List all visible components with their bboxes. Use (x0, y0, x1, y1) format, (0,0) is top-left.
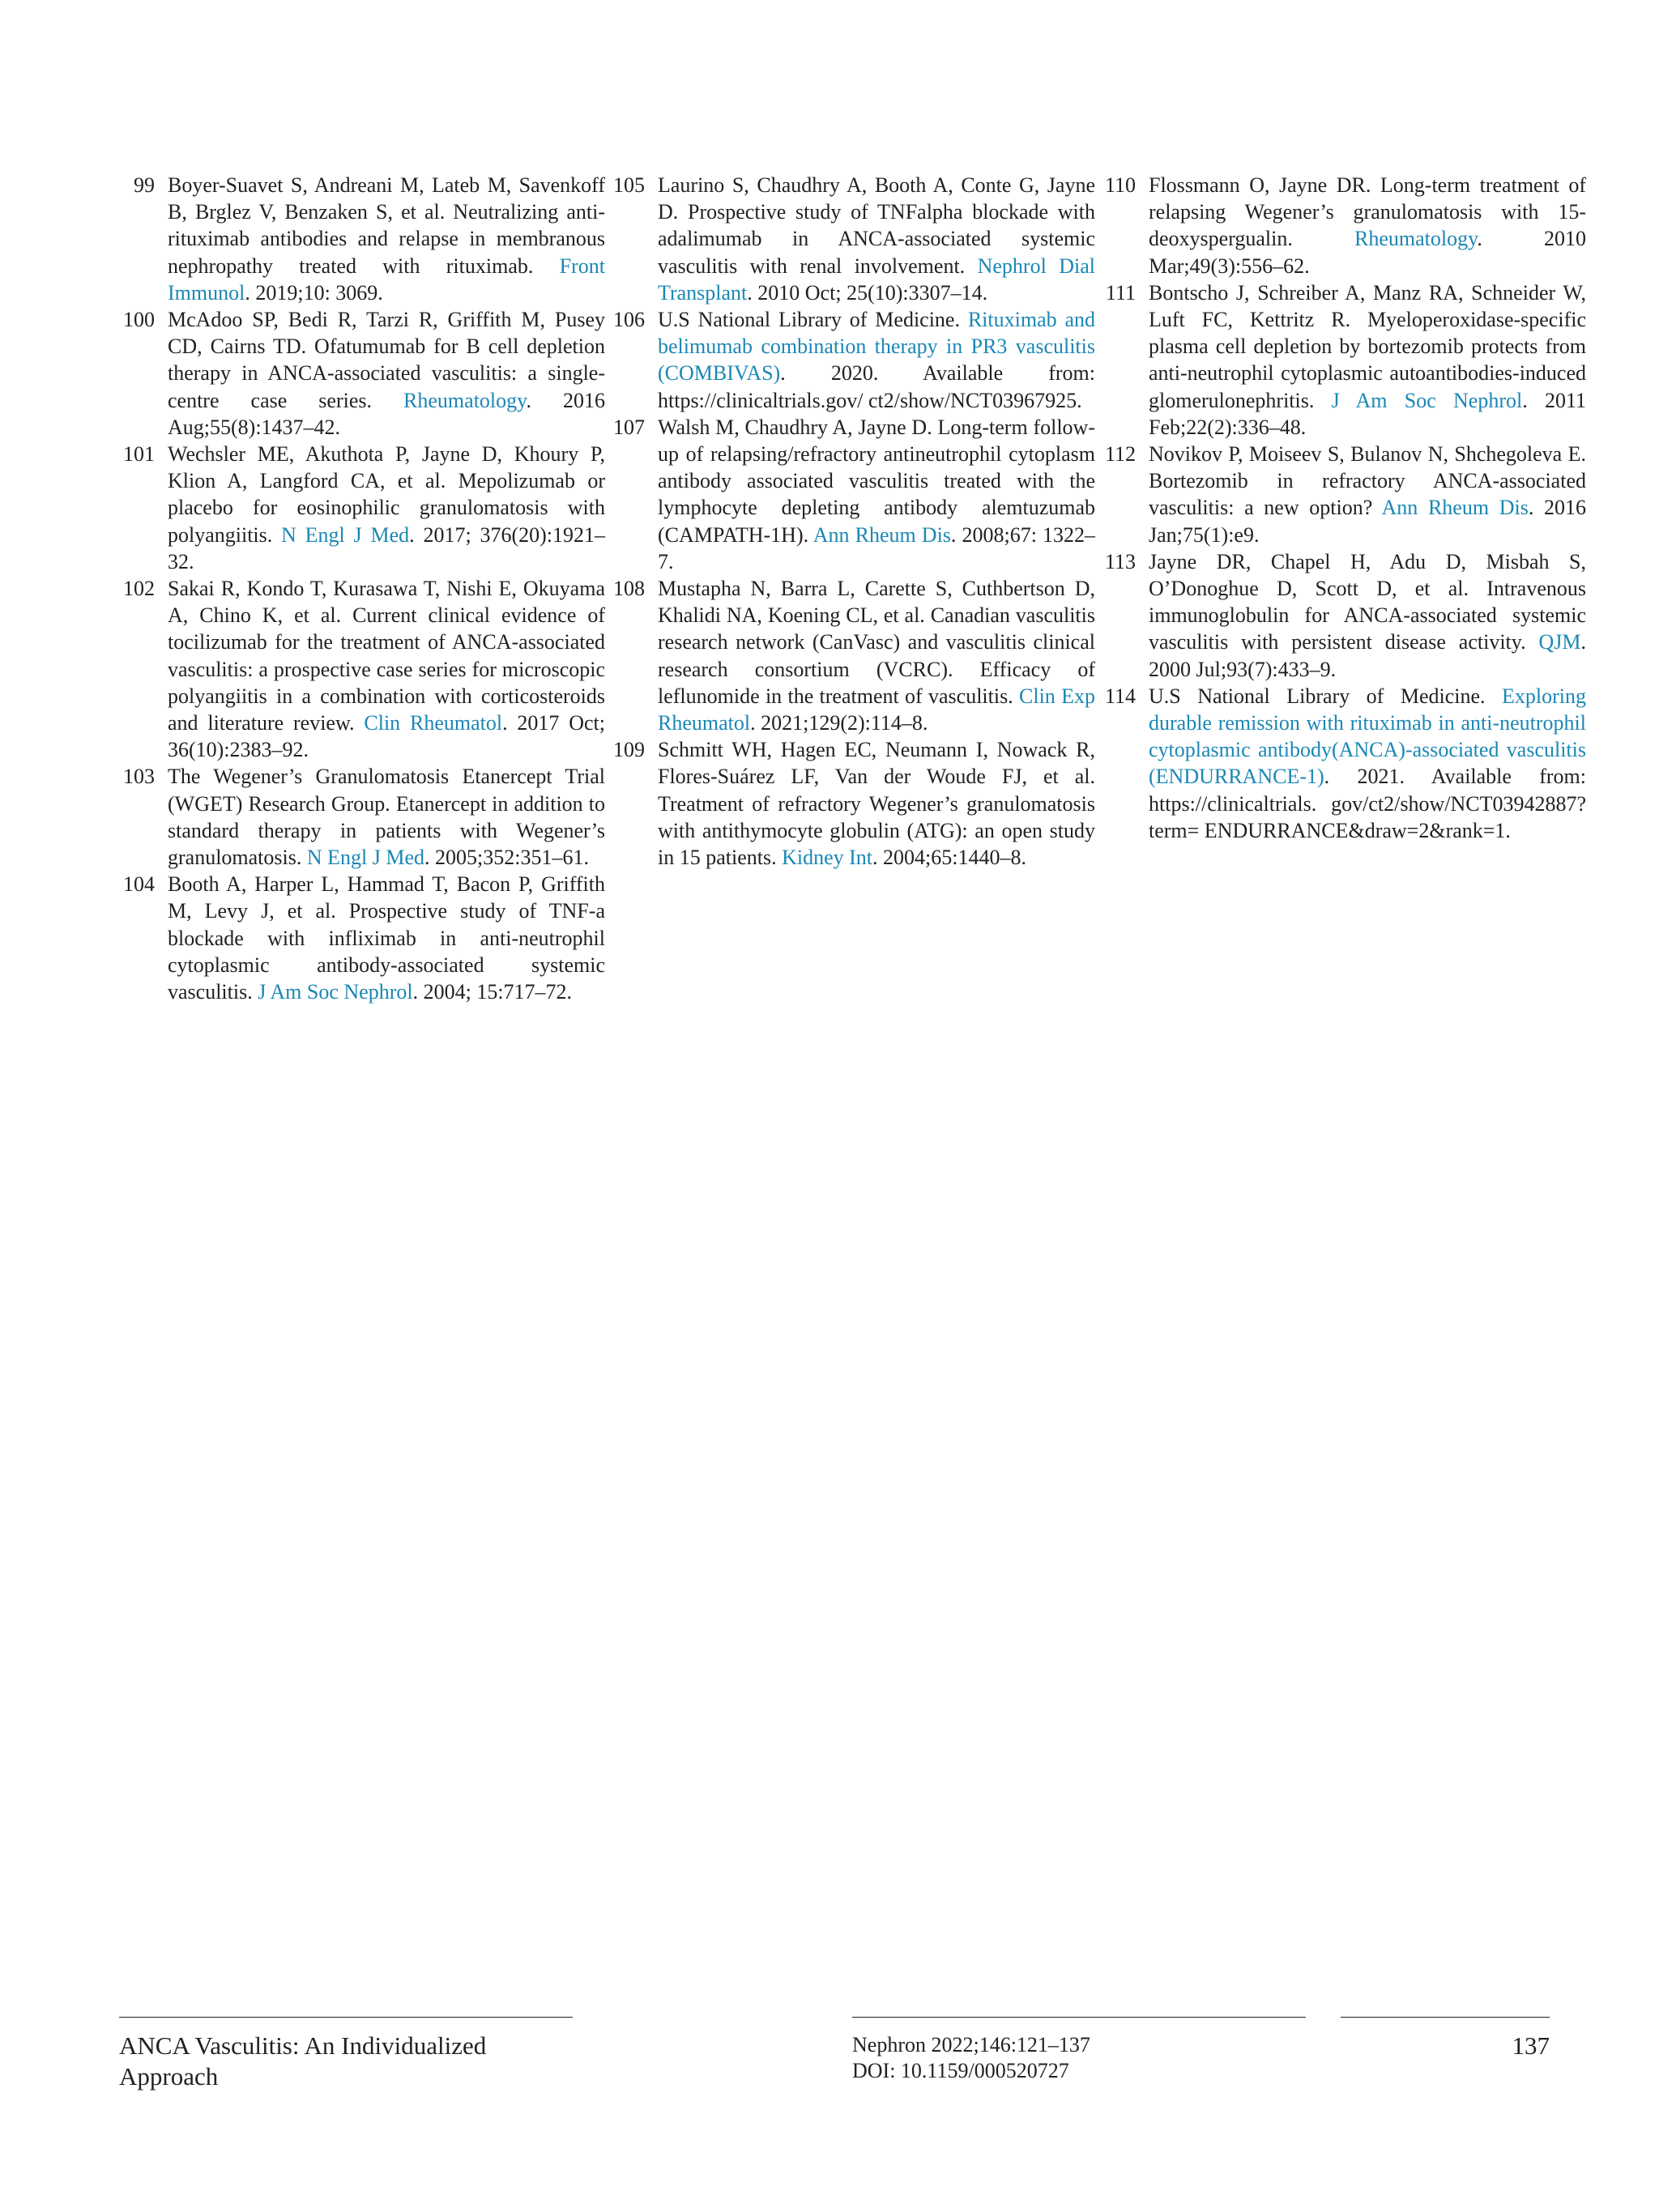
footer-rule-right (1341, 2017, 1550, 2018)
reference-number: 113 (1104, 549, 1136, 573)
reference-item (609, 172, 1095, 306)
reference-text (1149, 548, 1586, 683)
journal-link[interactable]: Rheumatology (1354, 227, 1478, 251)
reference-number: 105 (613, 173, 645, 197)
journal-link[interactable]: Rituximab and belimumab combination therapy in PR3 vasculitis (COMBIVAS) (658, 308, 1095, 386)
reference-text (168, 441, 605, 575)
reference-segment: Flossmann O, Jayne DR. Long-term treatment of relapsing Wegener’s granulomatosis with 15-deoxyspergualin. (1149, 173, 1586, 251)
reference-item (119, 172, 605, 306)
reference-text (1149, 441, 1586, 548)
reference-text (168, 306, 605, 441)
reference-number: 110 (1104, 173, 1136, 197)
reference-item (1100, 548, 1586, 683)
reference-number: 109 (613, 738, 645, 762)
reference-segment: Novikov P, Moiseev S, Bulanov N, Shchegoleva E. Bortezomib in refractory ANCA-associated vasculitis: a new option? (1149, 442, 1586, 520)
reference-number: 101 (123, 442, 155, 467)
reference-text (168, 575, 605, 763)
reference-text (658, 575, 1095, 736)
reference-column-1 (119, 172, 605, 1005)
reference-segment: . 2021;129(2):114–8. (750, 711, 928, 735)
running-title-line-2: Approach (119, 2062, 219, 2091)
reference-item (609, 414, 1095, 575)
running-title (119, 2031, 573, 2092)
reference-number: 106 (613, 308, 645, 332)
reference-number: 104 (123, 872, 155, 897)
reference-segment: . 2019;10: 3069. (245, 280, 383, 305)
reference-segment: . 2020. Available from: https://clinicaltrials.gov/ ct2/show/NCT03967925. (658, 361, 1095, 412)
reference-segment: Sakai R, Kondo T, Kurasawa T, Nishi E, Okuyama A, Chino K, et al. Current clinical evidence of tocilizumab for the treatment of ANCA-associated vasculitis: a prospective case series for microscopic polyangiitis in a combination with corticosteroids and literature review. (168, 577, 605, 735)
reference-text (1149, 172, 1586, 279)
journal-link[interactable]: Ann Rheum Dis (812, 522, 951, 547)
journal-link[interactable]: N Engl J Med (306, 846, 425, 870)
reference-text (1149, 683, 1586, 844)
reference-item (119, 441, 605, 575)
footer-rule-middle (852, 2017, 1306, 2018)
reference-item (1100, 172, 1586, 279)
reference-segment: Wechsler ME, Akuthota P, Jayne D, Khoury P, Klion A, Langford CA, et al. Mepolizumab or placebo for eosinophilic granulomatosis with polyangiitis. (168, 442, 605, 547)
reference-segment: U.S National Library of Medicine. (658, 308, 968, 332)
reference-segment: Jayne DR, Chapel H, Adu D, Misbah S, O’Donoghue D, Scott D, et al. Intravenous immunoglobulin for ANCA-associated systemic vasculitis with persistent disease activity. (1149, 549, 1586, 654)
reference-segment: Mustapha N, Barra L, Carette S, Cuthbertson D, Khalidi NA, Koening CL, et al. Canadian vasculitis research network (CanVasc) and vasculitis clinical research consortium (VCRC). Efficacy of leflunomide in the treatment of vasculitis. (658, 577, 1095, 708)
reference-text (658, 414, 1095, 575)
journal-link[interactable]: Clin Exp Rheumatol (658, 684, 1095, 735)
reference-item (119, 575, 605, 763)
reference-text (658, 306, 1095, 414)
reference-item (609, 575, 1095, 736)
reference-number: 107 (613, 415, 645, 439)
journal-link[interactable]: Ann Rheum Dis (1381, 496, 1529, 520)
reference-text (658, 172, 1095, 306)
reference-text (1149, 279, 1586, 441)
reference-number: 114 (1104, 684, 1136, 708)
reference-item (1100, 683, 1586, 844)
reference-segment: . 2021. Available from: https://clinicaltrials. gov/ct2/show/NCT03942887?term= ENDURRANCE&draw=2&rank=1. (1149, 765, 1586, 842)
reference-number: 100 (123, 308, 155, 332)
reference-item (119, 871, 605, 1005)
reference-item (119, 763, 605, 871)
reference-segment: . 2004;65:1440–8. (872, 846, 1026, 870)
reference-column-2 (609, 172, 1095, 871)
journal-link[interactable]: J Am Soc Nephrol (1331, 388, 1523, 412)
reference-segment: Bontscho J, Schreiber A, Manz RA, Schneider W, Luft FC, Kettritz R. Myeloperoxidase-specific plasma cell depletion by bortezomib protects from anti-neutrophil cytoplasmic autoantibodies-induced glomerulonephritis. (1149, 280, 1586, 412)
reference-segment: U.S National Library of Medicine. (1149, 684, 1502, 708)
reference-number: 103 (123, 765, 155, 789)
reference-segment: . 2011 Feb;22(2):336–48. (1149, 388, 1586, 439)
footer-rule-left (119, 2017, 573, 2018)
reference-segment: . 2017; 376(20):1921–32. (168, 522, 605, 573)
reference-segment: Walsh M, Chaudhry A, Jayne D. Long-term follow-up of relapsing/refractory antineutrophil cytoplasm antibody associated vasculitis treated with the lymphocyte depleting antibody alemtuzumab (CAMPATH-1H). (658, 415, 1095, 547)
journal-link[interactable]: Rheumatology (403, 388, 527, 412)
reference-number: 111 (1105, 280, 1136, 305)
reference-segment: . 2017 Oct; 36(10):2383–92. (168, 711, 605, 762)
reference-item (609, 736, 1095, 871)
reference-text (168, 172, 605, 306)
reference-segment: . 2010 Mar;49(3):556–62. (1149, 227, 1586, 278)
journal-link[interactable]: N Engl J Med (281, 522, 410, 547)
reference-number: 112 (1104, 442, 1136, 467)
journal-link[interactable]: Clin Rheumatol (364, 711, 503, 735)
reference-item (1100, 441, 1586, 548)
reference-segment: . 2010 Oct; 25(10):3307–14. (747, 280, 988, 305)
journal-citation (852, 2032, 1306, 2084)
journal-link[interactable]: QJM (1538, 630, 1581, 654)
reference-item (609, 306, 1095, 414)
reference-text (168, 871, 605, 1005)
reference-column-3 (1100, 172, 1586, 844)
journal-link[interactable]: J Am Soc Nephrol (258, 980, 413, 1004)
journal-link[interactable]: Exploring durable remission with rituximab in anti-neutrophil cytoplasmic antibody(ANCA)-associated vasculitis (ENDURRANCE-1) (1149, 684, 1586, 789)
journal-link[interactable]: Nephrol Dial Transplant (658, 254, 1096, 305)
reference-segment: Laurino S, Chaudhry A, Booth A, Conte G, Jayne D. Prospective study of TNFalpha blockade with adalimumab in ANCA-associated systemic vasculitis with renal involvement. (658, 173, 1095, 278)
reference-segment: . 2008;67: 1322–7. (658, 522, 1096, 573)
reference-number: 99 (134, 173, 155, 197)
page-number: 137 (1512, 2031, 1550, 2060)
reference-segment: Schmitt WH, Hagen EC, Neumann I, Nowack R, Flores-Suárez LF, Van der Woude FJ, et al. Treatment of refractory Wegener’s granulomatosis with antithymocyte globulin (ATG): an open study in 15 patients. (658, 738, 1095, 870)
reference-text (658, 736, 1095, 871)
reference-item (119, 306, 605, 441)
reference-segment: . 2004; 15:717–72. (412, 980, 573, 1004)
reference-segment: Boyer-Suavet S, Andreani M, Lateb M, Savenkoff B, Brglez V, Benzaken S, et al. Neutralizing anti-rituximab antibodies and relapse in membranous nephropathy treated with rituximab. (168, 173, 605, 278)
reference-segment: . 2016 Jan;75(1):e9. (1149, 496, 1587, 547)
reference-segment: The Wegener’s Granulomatosis Etanercept Trial (WGET) Research Group. Etanercept in addition to standard therapy in patients with Wegener’s granulomatosis. (168, 765, 605, 870)
doi-text: DOI: 10.1159/000520727 (852, 2059, 1069, 2082)
reference-segment: McAdoo SP, Bedi R, Tarzi R, Griffith M, Pusey CD, Cairns TD. Ofatumumab for B cell depletion therapy in ANCA-associated vasculitis: a single-centre case series. (168, 308, 605, 412)
reference-segment: . 2000 Jul;93(7):433–9. (1149, 630, 1586, 681)
reference-item (1100, 279, 1586, 441)
reference-number: 108 (613, 577, 645, 601)
reference-segment: . 2016 Aug;55(8):1437–42. (168, 388, 605, 439)
journal-info: Nephron 2022;146:121–137 (852, 2033, 1090, 2056)
reference-segment: Booth A, Harper L, Hammad T, Bacon P, Griffith M, Levy J, et al. Prospective study of TNF-a blockade with infliximab in anti-neutrophil cytoplasmic antibody-associated systemic vasculitis. (168, 872, 605, 1004)
journal-link[interactable]: Front Immunol (168, 254, 605, 305)
journal-link[interactable]: Kidney Int (782, 846, 873, 870)
reference-text (168, 763, 605, 871)
reference-segment: . 2005;352:351–61. (424, 846, 589, 870)
reference-number: 102 (123, 577, 155, 601)
running-title-line-1: ANCA Vasculitis: An Individualized (119, 2031, 487, 2060)
